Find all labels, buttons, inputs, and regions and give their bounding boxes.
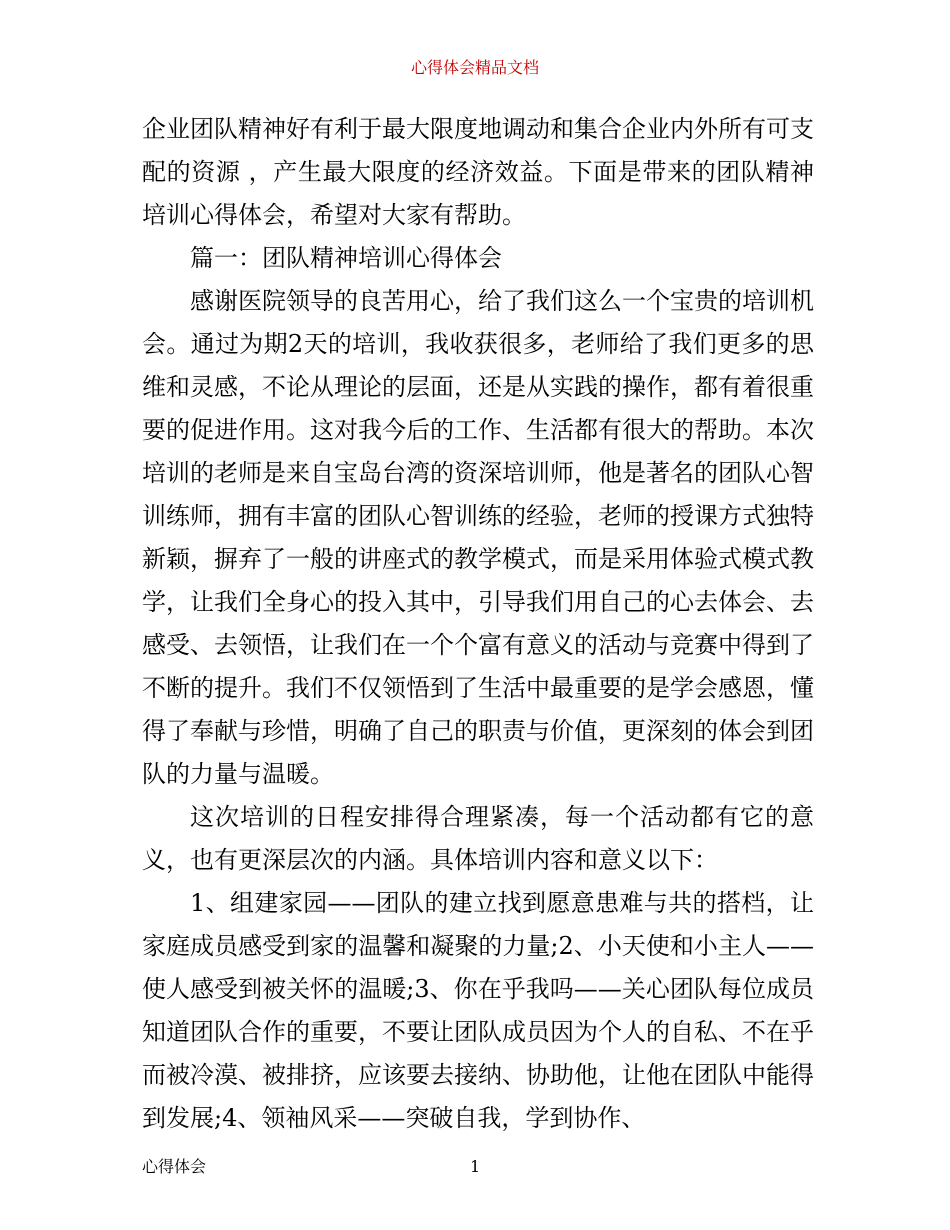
intro-paragraph: 企业团队精神好有利于最大限度地调动和集合企业内外所有可支配的资源 ，产生最大限度的经济效益。下面是带来的团队精神培训心得体会，希望对大家有帮助。: [142, 115, 814, 229]
body-paragraph: 这次培训的日程安排得合理紧凑，每一个活动都有它的意义，也有更深层次的内涵。具体培训内容和意义以下：: [142, 803, 814, 874]
page-footer-label: 心得体会: [142, 1157, 207, 1176]
body-paragraph: 1、组建家园——团队的建立找到愿意患难与共的搭档，让家庭成员感受到家的温馨和凝聚的力量;2、小天使和小主人——使人感受到被关怀的温暖;3、你在乎我吗——关心团队每位成员知道团队合作的重要，不要让团队成员因为个人的自私、不在乎而被冷漠、被排挤，应该要去接纳、协助他，让他在团队中能得到发展;4、领袖风采——突破自我，学到协作、: [142, 889, 814, 1132]
section-heading: 篇一：团队精神培训心得体会: [190, 244, 502, 272]
page-number: 1: [470, 1157, 481, 1176]
document-body: [142, 108, 814, 1140]
body-paragraph: 感谢医院领导的良苦用心，给了我们这么一个宝贵的培训机会。通过为期2天的培训，我收获很多，老师给了我们更多的思维和灵感，不论从理论的层面，还是从实践的操作，都有着很重要的促进作用。这对我今后的工作、生活都有很大的帮助。本次培训的老师是来自宝岛台湾的资深培训师，他是著名的团队心智训练师，拥有丰富的团队心智训练的经验，老师的授课方式独特新颖，摒弃了一般的讲座式的教学模式，而是采用体验式模式教学，让我们全身心的投入其中，引导我们用自己的心去体会、去感受、去领悟，让我们在一个个富有意义的活动与竞赛中得到了不断的提升。我们不仅领悟到了生活中最重要的是学会感恩，懂得了奉献与珍惜，明确了自己的职责与价值，更深刻的体会到团队的力量与温暖。: [142, 287, 814, 788]
page-header-title: 心得体会精品文档: [410, 58, 539, 77]
